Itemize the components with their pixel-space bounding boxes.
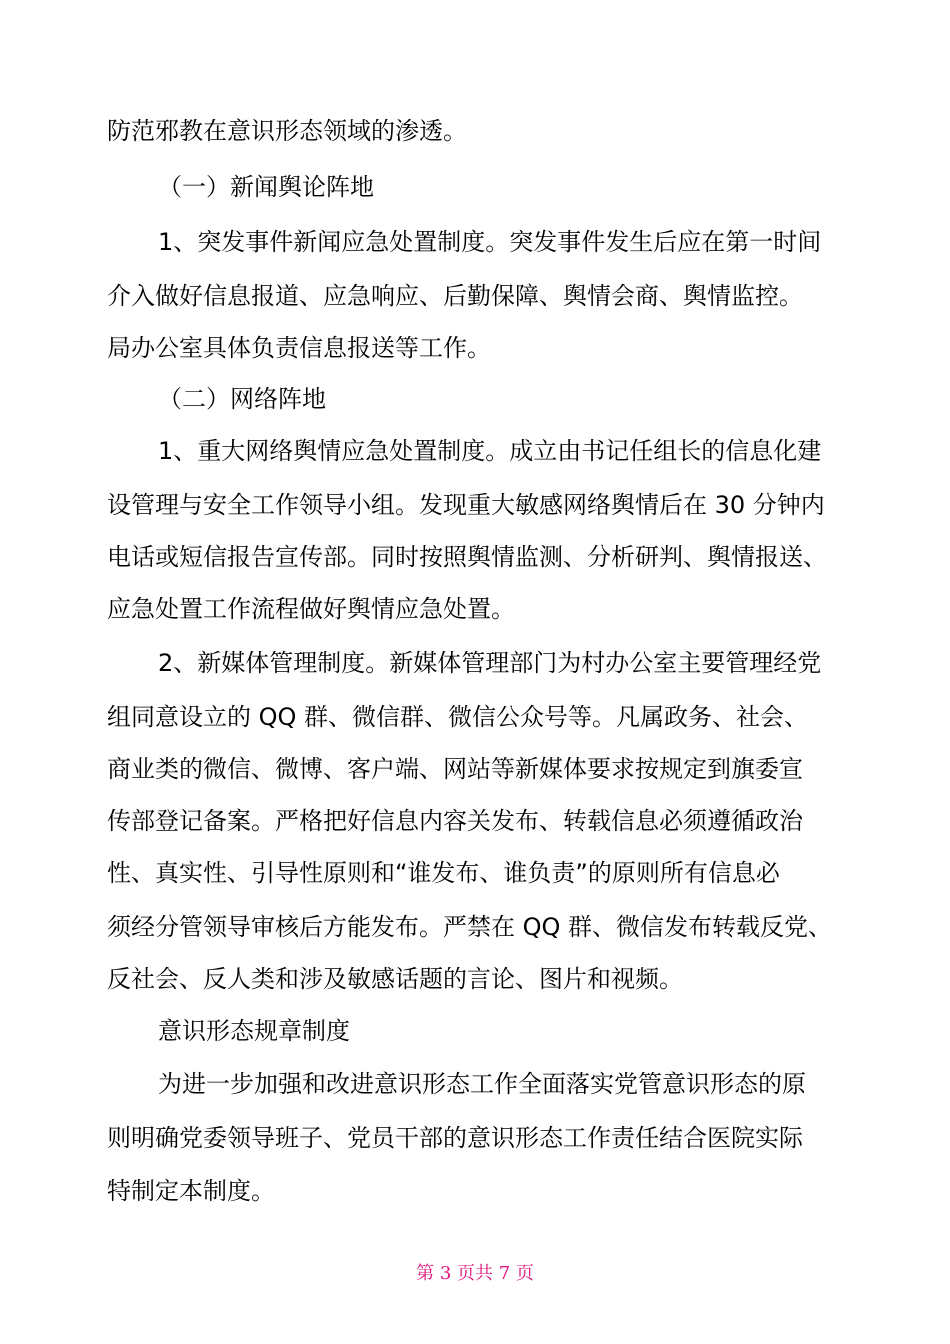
- section-heading: 意识形态规章制度: [158, 1017, 350, 1045]
- text-line: 商业类的微信、微博、客户端、网站等新媒体要求按规定到旗委宣: [107, 755, 803, 783]
- text-line: 则明确党委领导班子、党员干部的意识形态工作责任结合医院实际: [107, 1124, 803, 1152]
- text-line: 1、重大网络舆情应急处置制度。成立由书记任组长的信息化建: [158, 437, 822, 465]
- section-heading: （一）新闻舆论阵地: [158, 173, 374, 201]
- text-line: 为进一步加强和改进意识形态工作全面落实党管意识形态的原: [158, 1070, 806, 1098]
- text-line: 电话或短信报告宣传部。同时按照舆情监测、分析研判、舆情报送、: [107, 543, 827, 571]
- text-line: 须经分管领导审核后方能发布。严禁在 QQ 群、微信发布转载反党、: [107, 913, 833, 941]
- section-heading: （二）网络阵地: [158, 385, 326, 413]
- text-line: 1、突发事件新闻应急处置制度。突发事件发生后应在第一时间: [158, 228, 822, 256]
- page-number-footer: 第 3 页共 7 页: [416, 1263, 534, 1284]
- text-line: 传部登记备案。严格把好信息内容关发布、转载信息必须遵循政治: [107, 807, 803, 835]
- text-line: 设管理与安全工作领导小组。发现重大敏感网络舆情后在 30 分钟内: [107, 491, 825, 519]
- text-line: 防范邪教在意识形态领域的渗透。: [107, 117, 467, 145]
- text-line: 应急处置工作流程做好舆情应急处置。: [107, 595, 515, 623]
- text-line: 性、真实性、引导性原则和“谁发布、谁负责”的原则所有信息必: [107, 859, 780, 887]
- text-line: 反社会、反人类和涉及敏感话题的言论、图片和视频。: [107, 965, 683, 993]
- text-line: 特制定本制度。: [107, 1177, 275, 1205]
- text-line: 介入做好信息报道、应急响应、后勤保障、舆情会商、舆情监控。: [107, 282, 803, 310]
- text-line: 组同意设立的 QQ 群、微信群、微信公众号等。凡属政务、社会、: [107, 703, 809, 731]
- text-line: 局办公室具体负责信息报送等工作。: [107, 334, 491, 362]
- text-line: 2、新媒体管理制度。新媒体管理部门为村办公室主要管理经党: [158, 649, 822, 677]
